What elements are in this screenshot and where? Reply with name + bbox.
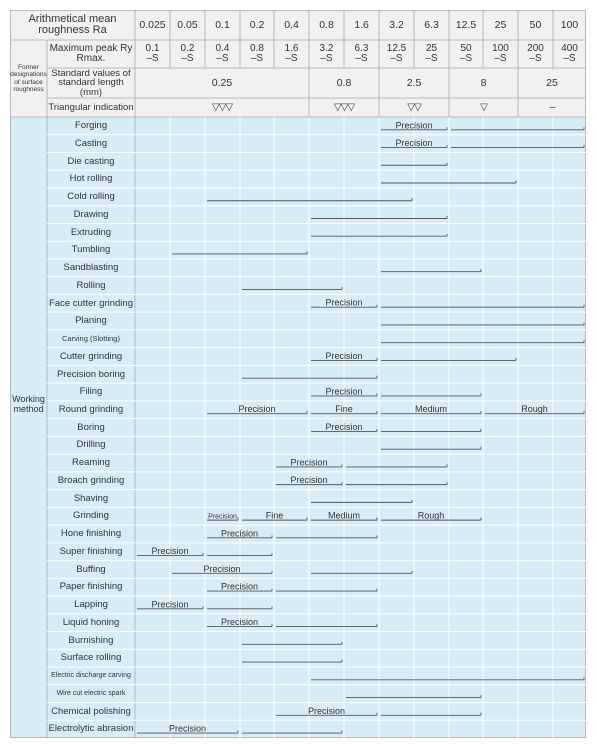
range-bar-label: Precision xyxy=(290,475,328,486)
method-name: Casting xyxy=(74,137,108,149)
range-bar-label: Precision xyxy=(325,297,363,308)
ry-suffix: –S xyxy=(320,53,333,64)
ry-suffix: –S xyxy=(355,53,368,64)
range-bar-label: Medium xyxy=(327,510,361,521)
range-bar-label: Rough xyxy=(417,510,445,521)
range-bar-label: Precision xyxy=(151,546,189,557)
ry-number: 0.2 xyxy=(180,43,195,54)
range-bar-label: Medium xyxy=(414,404,448,415)
ry-suffix: –S xyxy=(250,53,264,64)
standard-length-value: 0.8 xyxy=(336,76,352,89)
ry-suffix: –S xyxy=(459,53,473,64)
triangular-indication-value: ▽▽ xyxy=(407,101,421,113)
range-bar-label: Precision xyxy=(238,404,276,415)
ra-value: 0.4 xyxy=(284,18,299,31)
ry-number: 3.2 xyxy=(319,43,334,54)
method-name: Face cutter grinding xyxy=(49,297,133,309)
method-name: Reaming xyxy=(71,457,111,469)
method-name: Paper finishing xyxy=(59,581,123,593)
ry-number: 200 xyxy=(527,43,544,54)
range-bar-label: Precision xyxy=(325,350,363,361)
method-name: Electric discharge carving xyxy=(51,672,131,680)
ra-value: 1.6 xyxy=(354,18,369,31)
range-bar-label: Precision xyxy=(168,723,207,734)
ra-value: 3.2 xyxy=(389,18,404,31)
ry-number: 6.3 xyxy=(354,43,369,54)
ra-header-label: Arithmetical mean roughness Ra xyxy=(28,13,117,36)
ry-number: 12.5 xyxy=(386,43,407,54)
range-bar-label: Precision xyxy=(220,528,259,539)
method-name: Round grinding xyxy=(58,403,124,415)
ra-value: 50 xyxy=(529,18,542,31)
ry-suffix: –S xyxy=(146,53,159,64)
ry-number: 400 xyxy=(561,43,578,54)
range-bar-label: Precision xyxy=(220,581,259,592)
method-name: Precision boring xyxy=(56,368,126,380)
method-name: Electrolytic abrasion xyxy=(48,723,134,735)
standard-length-value: 0.25 xyxy=(211,76,233,89)
method-name: Wire cut electric spark xyxy=(56,690,126,698)
method-name: Super finishing xyxy=(59,545,123,557)
ry-suffix: –S xyxy=(390,53,403,64)
method-name: Burnishing xyxy=(68,634,114,646)
range-bar-label: Precision xyxy=(203,563,241,574)
range-bar-label: Precision xyxy=(395,120,433,131)
method-name: Liquid honing xyxy=(62,616,120,628)
method-name: Die casting xyxy=(67,155,115,167)
method-name: Drawing xyxy=(73,208,109,220)
method-name: Broach grinding xyxy=(57,474,125,486)
method-name: Rolling xyxy=(76,279,106,291)
range-bar-label: Precision xyxy=(290,457,328,468)
working-method-label: Working method xyxy=(12,394,45,415)
ra-value: 0.1 xyxy=(215,18,230,31)
range-bar-label: Precision xyxy=(151,599,189,610)
range-bar-label: Precision xyxy=(307,705,346,716)
ry-header-label: Maximum peak Ry Rmax. xyxy=(49,43,133,64)
range-bar-label: Precision xyxy=(220,617,259,628)
ry-suffix: –S xyxy=(563,53,576,64)
ry-number: 50 xyxy=(460,43,472,54)
method-name: Hone finishing xyxy=(60,528,122,540)
method-name: Hot rolling xyxy=(69,173,113,185)
range-bar-label: Precision xyxy=(208,513,237,521)
range-bar-label: Rough xyxy=(521,404,548,415)
ry-number: 0.1 xyxy=(145,43,160,54)
range-bar-label: Precision xyxy=(325,386,363,397)
method-name: Boring xyxy=(77,421,105,433)
triangular-indication-value: – xyxy=(549,101,555,113)
ry-suffix: –S xyxy=(425,53,438,64)
standard-length-value: 25 xyxy=(546,76,558,89)
range-bar-label: Precision xyxy=(395,138,433,149)
ra-value: 0.2 xyxy=(249,18,265,31)
ry-suffix: –S xyxy=(181,53,194,64)
method-name: Drilling xyxy=(76,439,106,451)
method-name: Planing xyxy=(75,315,107,327)
method-name: Forging xyxy=(74,120,108,132)
former-designations-label: Former designations of surface roughness xyxy=(10,63,47,93)
method-name: Lapping xyxy=(74,599,108,611)
method-name: Filing xyxy=(79,386,103,398)
ry-number: 0.8 xyxy=(250,43,264,54)
ra-value: 100 xyxy=(560,18,579,31)
method-name: Surface rolling xyxy=(60,652,122,664)
ry-number: 0.4 xyxy=(215,43,230,54)
method-name: Cold rolling xyxy=(67,191,115,203)
method-name: Grinding xyxy=(73,510,109,522)
range-bar-label: Precision xyxy=(325,421,363,432)
range-bar-label: Fine xyxy=(335,404,353,415)
method-name: Extruding xyxy=(70,226,112,238)
ry-suffix: –S xyxy=(494,53,507,64)
triangular-indication-label: Triangular indication xyxy=(48,101,134,113)
method-name: Carving (Slotting) xyxy=(62,334,120,344)
ra-value: 0.025 xyxy=(139,18,166,31)
method-name: Cutter grinding xyxy=(59,350,123,362)
ra-value: 0.05 xyxy=(177,18,198,31)
surface-roughness-table xyxy=(10,10,586,738)
ry-number: 25 xyxy=(425,43,438,54)
triangular-indication-value: ▽▽▽ xyxy=(333,101,355,113)
ra-value: 0.8 xyxy=(319,18,334,31)
standard-length-value: 2.5 xyxy=(406,76,422,89)
ra-value: 12.5 xyxy=(455,18,477,31)
method-name: Sandblasting xyxy=(63,262,119,274)
standard-length-value: 8 xyxy=(480,76,487,89)
standard-length-label: Standard values of standard length (mm) xyxy=(51,68,131,98)
triangular-indication-value: ▽ xyxy=(480,101,487,113)
ra-value: 6.3 xyxy=(424,18,439,31)
ry-suffix: –S xyxy=(529,53,542,64)
ry-suffix: –S xyxy=(285,53,298,64)
range-bar-label: Fine xyxy=(265,510,284,521)
ry-number: 1.6 xyxy=(284,43,299,54)
method-name: Shaving xyxy=(73,492,109,504)
method-name: Tumbling xyxy=(71,244,111,256)
ry-number: 100 xyxy=(492,43,509,54)
method-name: Buffing xyxy=(76,563,106,575)
method-name: Chemical polishing xyxy=(51,705,131,717)
ra-value: 25 xyxy=(494,18,507,31)
triangular-indication-value: ▽▽▽ xyxy=(211,101,233,113)
ry-suffix: –S xyxy=(216,53,229,64)
